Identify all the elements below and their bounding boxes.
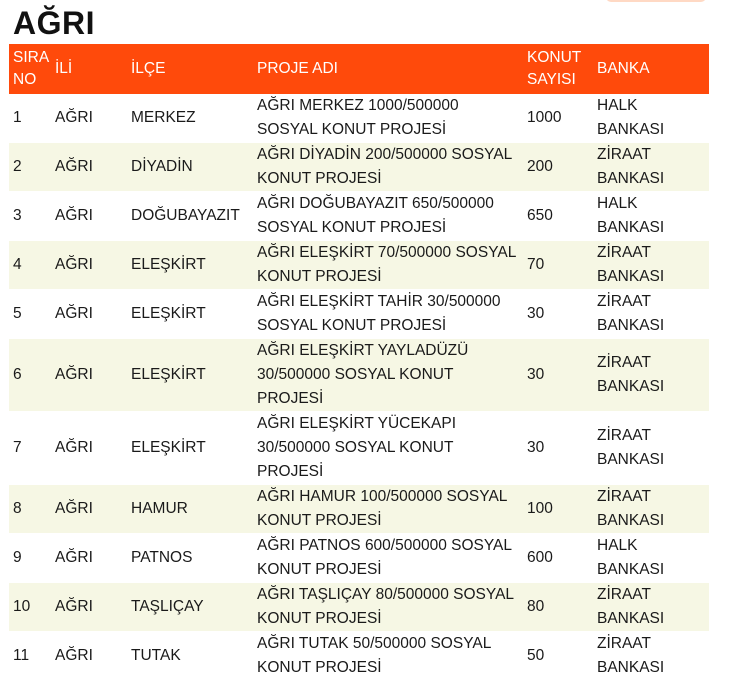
table-row xyxy=(9,632,709,681)
cell-proje: AĞRI ELEŞKİRT YÜCEKAPI 30/500000 SOSYAL KONUT PROJESİ xyxy=(253,412,523,485)
cell-proje: AĞRI DİYADİN 200/500000 SOSYAL KONUT PROJESİ xyxy=(253,143,523,192)
column-header-konut-sayisi: KONUT SAYISI xyxy=(523,44,593,94)
cell-banka: ZİRAAT BANKASI xyxy=(593,241,709,290)
top-pill-decoration xyxy=(606,0,706,2)
table-row xyxy=(9,94,709,143)
cell-konut: 1000 xyxy=(523,94,593,143)
cell-banka: ZİRAAT BANKASI xyxy=(593,485,709,534)
table-row xyxy=(9,412,709,485)
cell-proje: AĞRI PATNOS 600/500000 SOSYAL KONUT PROJESİ xyxy=(253,534,523,583)
cell-no: 7 xyxy=(9,412,51,485)
cell-il: AĞRI xyxy=(51,94,127,143)
cell-il: AĞRI xyxy=(51,412,127,485)
cell-konut: 100 xyxy=(523,485,593,534)
table-row xyxy=(9,339,709,412)
column-header-banka: BANKA xyxy=(593,44,709,94)
cell-proje: AĞRI ELEŞKİRT 70/500000 SOSYAL KONUT PROJESİ xyxy=(253,241,523,290)
cell-proje: AĞRI DOĞUBAYAZIT 650/500000 SOSYAL KONUT PROJESİ xyxy=(253,192,523,241)
cell-no: 6 xyxy=(9,339,51,412)
cell-banka: ZİRAAT BANKASI xyxy=(593,143,709,192)
cell-banka: HALK BANKASI xyxy=(593,192,709,241)
table-row xyxy=(9,290,709,339)
cell-konut: 30 xyxy=(523,339,593,412)
cell-konut: 50 xyxy=(523,632,593,681)
cell-il: AĞRI xyxy=(51,241,127,290)
cell-il: AĞRI xyxy=(51,192,127,241)
column-header-ilce: İLÇE xyxy=(127,44,253,94)
cell-konut: 80 xyxy=(523,583,593,632)
cell-ilce: TAŞLIÇAY xyxy=(127,583,253,632)
cell-il: AĞRI xyxy=(51,339,127,412)
cell-no: 4 xyxy=(9,241,51,290)
cell-il: AĞRI xyxy=(51,534,127,583)
column-header-proje-adi: PROJE ADI xyxy=(253,44,523,94)
cell-banka: ZİRAAT BANKASI xyxy=(593,290,709,339)
cell-ilce: ELEŞKİRT xyxy=(127,290,253,339)
table-row xyxy=(9,143,709,192)
cell-no: 1 xyxy=(9,94,51,143)
cell-il: AĞRI xyxy=(51,290,127,339)
table-header-row xyxy=(9,44,709,94)
cell-konut: 70 xyxy=(523,241,593,290)
cell-konut: 30 xyxy=(523,412,593,485)
table-row xyxy=(9,485,709,534)
cell-ilce: DİYADİN xyxy=(127,143,253,192)
cell-ilce: TUTAK xyxy=(127,632,253,681)
table-row xyxy=(9,192,709,241)
cell-konut: 200 xyxy=(523,143,593,192)
cell-banka: HALK BANKASI xyxy=(593,94,709,143)
cell-no: 10 xyxy=(9,583,51,632)
cell-il: AĞRI xyxy=(51,583,127,632)
cell-no: 9 xyxy=(9,534,51,583)
housing-projects-table xyxy=(9,44,709,681)
cell-no: 3 xyxy=(9,192,51,241)
cell-il: AĞRI xyxy=(51,632,127,681)
cell-ilce: ELEŞKİRT xyxy=(127,241,253,290)
cell-no: 2 xyxy=(9,143,51,192)
cell-konut: 30 xyxy=(523,290,593,339)
cell-il: AĞRI xyxy=(51,143,127,192)
cell-ilce: ELEŞKİRT xyxy=(127,412,253,485)
table-row xyxy=(9,583,709,632)
cell-konut: 600 xyxy=(523,534,593,583)
cell-proje: AĞRI TUTAK 50/500000 SOSYAL KONUT PROJESİ xyxy=(253,632,523,681)
table-row xyxy=(9,534,709,583)
cell-il: AĞRI xyxy=(51,485,127,534)
cell-proje: AĞRI TAŞLIÇAY 80/500000 SOSYAL KONUT PROJESİ xyxy=(253,583,523,632)
cell-ilce: HAMUR xyxy=(127,485,253,534)
cell-no: 11 xyxy=(9,632,51,681)
cell-banka: ZİRAAT BANKASI xyxy=(593,339,709,412)
cell-proje: AĞRI HAMUR 100/500000 SOSYAL KONUT PROJESİ xyxy=(253,485,523,534)
cell-ilce: DOĞUBAYAZIT xyxy=(127,192,253,241)
page-title: AĞRI xyxy=(13,5,95,41)
cell-banka: ZİRAAT BANKASI xyxy=(593,632,709,681)
cell-banka: ZİRAAT BANKASI xyxy=(593,583,709,632)
cell-banka: ZİRAAT BANKASI xyxy=(593,412,709,485)
cell-konut: 650 xyxy=(523,192,593,241)
cell-proje: AĞRI MERKEZ 1000/500000 SOSYAL KONUT PROJESİ xyxy=(253,94,523,143)
cell-proje: AĞRI ELEŞKİRT TAHİR 30/500000 SOSYAL KONUT PROJESİ xyxy=(253,290,523,339)
cell-ilce: PATNOS xyxy=(127,534,253,583)
cell-ilce: MERKEZ xyxy=(127,94,253,143)
cell-no: 5 xyxy=(9,290,51,339)
cell-proje: AĞRI ELEŞKİRT YAYLADÜZÜ 30/500000 SOSYAL KONUT PROJESİ xyxy=(253,339,523,412)
cell-banka: HALK BANKASI xyxy=(593,534,709,583)
column-header-sira-no: SIRA NO xyxy=(9,44,51,94)
cell-ilce: ELEŞKİRT xyxy=(127,339,253,412)
cell-no: 8 xyxy=(9,485,51,534)
table-row xyxy=(9,241,709,290)
column-header-ili: İLİ xyxy=(51,44,127,94)
